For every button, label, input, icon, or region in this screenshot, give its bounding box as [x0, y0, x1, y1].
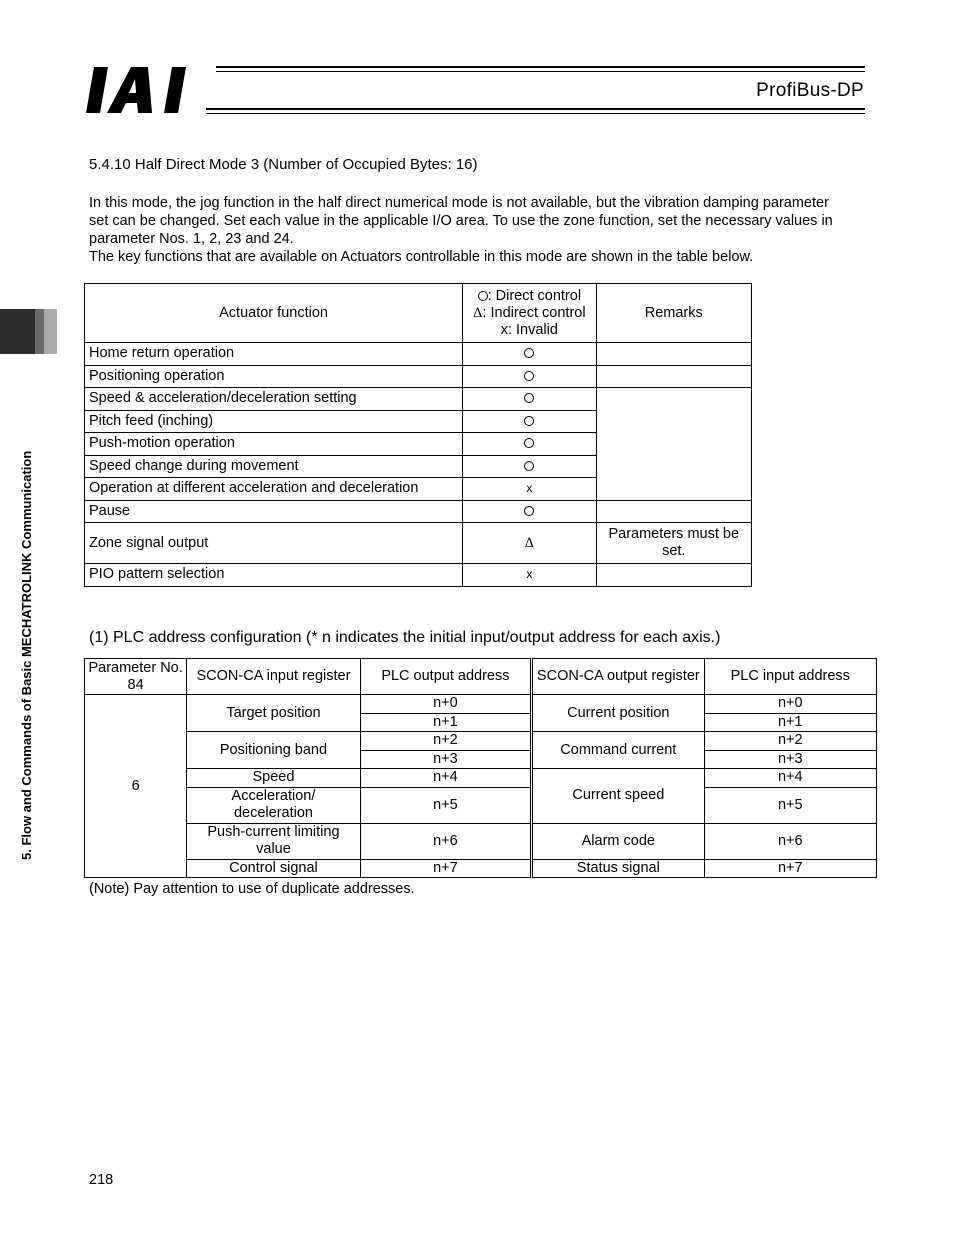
- circle-icon: [524, 393, 534, 403]
- circle-icon: [478, 291, 488, 301]
- table-row: Acceleration/ deceleration n+5 n+5: [85, 787, 877, 823]
- circle-icon: [524, 461, 534, 471]
- chapter-label: 5. Flow and Commands of Basic MECHATROLINK Communication: [19, 450, 34, 860]
- table-row: n+3 n+3: [85, 750, 877, 769]
- iai-logo: [86, 67, 210, 113]
- circle-icon: [524, 416, 534, 426]
- table-row: n+1 n+1: [85, 713, 877, 732]
- plc-title: (1) PLC address configuration (* n indicates the initial input/output address for each axis.): [89, 629, 721, 646]
- table-row: Push-motion operation: [85, 433, 752, 456]
- product-name: ProfiBus-DP: [756, 80, 864, 101]
- chapter-tab: [0, 309, 57, 354]
- table-row: Positioning operation: [85, 365, 752, 388]
- plc-address-table: [84, 658, 877, 878]
- table-row: Speed n+4 Current speed n+4: [85, 769, 877, 788]
- header-legend: : Direct control Δ: Indirect control x: Invalid: [463, 284, 596, 343]
- paragraph-1: In this mode, the jog function in the half direct numerical mode is not available, but the vibration damping parameter set can be changed. Set each value in the applicable I/O area. To use the zone function, set the necessary values in parameter Nos. 1, 2, 23 and 24.: [89, 195, 833, 247]
- table-row: PIO pattern selection x: [85, 564, 752, 587]
- table-row: Push-current limiting value n+6 Alarm code n+6: [85, 823, 877, 859]
- header-remarks: Remarks: [596, 284, 751, 343]
- remarks-merged: [596, 388, 751, 501]
- table-row: Home return operation: [85, 343, 752, 366]
- table-row: Speed change during movement: [85, 455, 752, 478]
- table-row: Control signal n+7 Status signal n+7: [85, 859, 877, 878]
- table-header-row: [85, 284, 752, 343]
- param-value: 6: [85, 695, 187, 878]
- table-row: Speed & acceleration/deceleration setting: [85, 388, 752, 411]
- section-title: 5.4.10 Half Direct Mode 3 (Number of Occupied Bytes: 16): [89, 156, 478, 173]
- table-row: Positioning band n+2 Command current n+2: [85, 732, 877, 751]
- section-body: [89, 194, 849, 266]
- circle-icon: [524, 506, 534, 516]
- plc-note: (Note) Pay attention to use of duplicate addresses.: [89, 881, 415, 897]
- circle-icon: [524, 371, 534, 381]
- table-header-row: Parameter No. 84 SCON-CA input register PLC output address SCON-CA output register PLC input address: [85, 659, 877, 695]
- circle-icon: [524, 438, 534, 448]
- triangle-icon: Δ: [473, 305, 483, 321]
- circle-icon: [524, 348, 534, 358]
- function-table: [84, 283, 752, 587]
- table-row: Operation at different acceleration and deceleration x: [85, 478, 752, 501]
- table-row: Pitch feed (inching): [85, 410, 752, 433]
- page-number: 218: [89, 1172, 114, 1188]
- paragraph-2: The key functions that are available on Actuators controllable in this mode are shown in the table below.: [89, 249, 754, 265]
- table-row: 6 Target position n+0 Current position n+0: [85, 695, 877, 714]
- table-row: Pause: [85, 500, 752, 523]
- header-function: Actuator function: [85, 284, 463, 343]
- table-row: Zone signal output Δ Parameters must be set.: [85, 523, 752, 564]
